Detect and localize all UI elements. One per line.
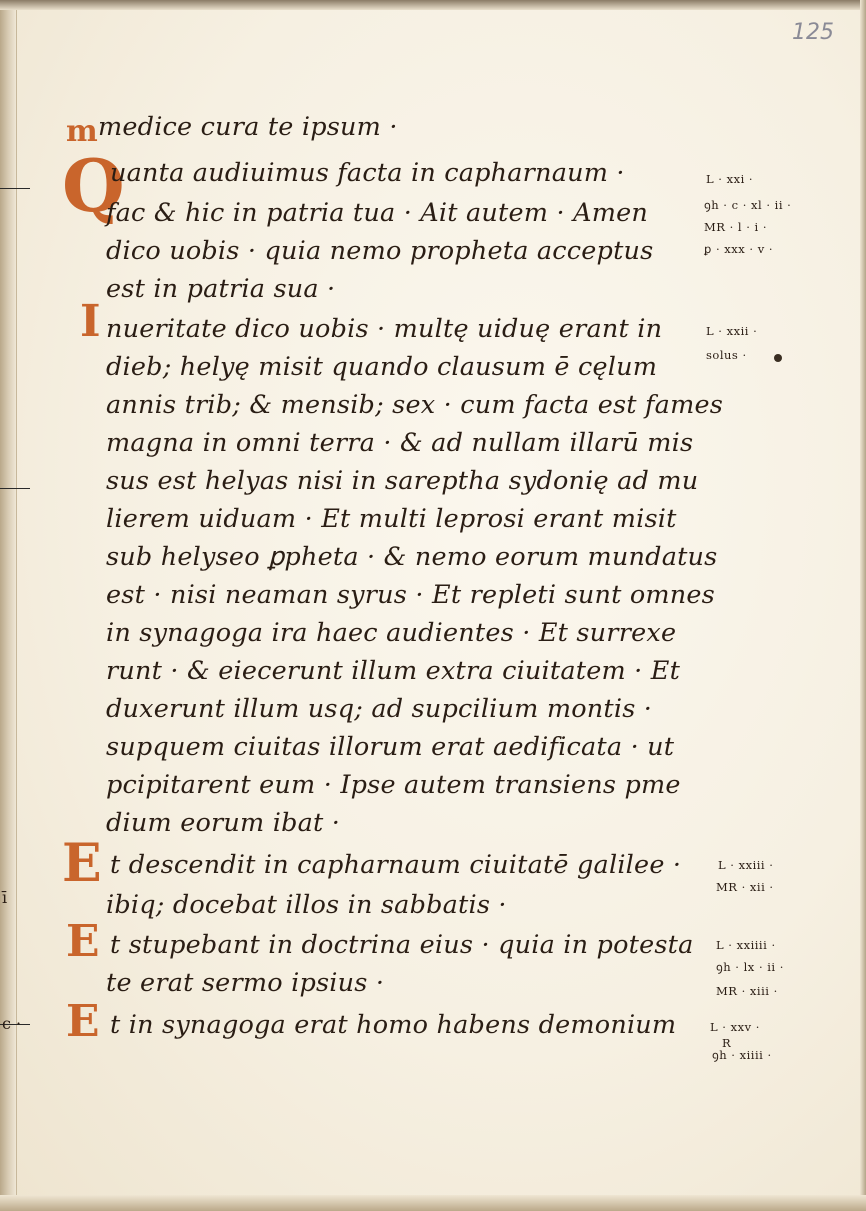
text-line: est · nisi neaman syrus · Et repleti sunt omnes: [106, 580, 715, 610]
edge-glyph: c ·: [2, 1014, 22, 1033]
text-line: dieb; helyę misit quando clausum ē cęlum: [106, 352, 658, 382]
text-line: medice cura te ipsum ·: [98, 112, 398, 142]
page-right-edge: [860, 0, 866, 1211]
text-line: te erat sermo ipsius ·: [106, 968, 385, 998]
margin-note: ꝯh · lx · ii ·: [716, 960, 784, 974]
text-line: nueritate dico uobis · multę uiduę erant in: [106, 314, 663, 344]
edge-tick: [0, 488, 30, 489]
initial-i: I: [80, 296, 101, 347]
folio-number: 125: [792, 20, 834, 45]
initial-q: Q: [62, 143, 125, 228]
initial-e-2: E: [66, 916, 100, 967]
text-line: sub helyseo ꝑpheta · & nemo eorum mundatus: [106, 542, 718, 572]
margin-note: ꝯh · c · xl · ii ·: [704, 198, 792, 212]
margin-note: L · xxiii ·: [718, 858, 774, 872]
text-line: duxerunt illum usq; ad supcilium montis ·: [106, 694, 653, 724]
initial-m: m: [66, 114, 98, 149]
text-line: supquem ciuitas illorum erat aedificata · ut: [106, 732, 675, 762]
text-line: pcipitarent eum · Ipse autem transiens pme: [106, 770, 681, 800]
text-line: dico uobis · quia nemo propheta acceptus: [106, 236, 654, 266]
margin-note: L · xxv ·: [710, 1020, 760, 1034]
margin-note: solus ·: [706, 348, 747, 362]
text-line: t descendit in capharnaum ciuitatē galilee ·: [110, 850, 682, 880]
text-line: in synagoga ira haec audientes · Et surrexe: [106, 618, 677, 648]
text-line: est in patria sua ·: [106, 274, 336, 304]
text-line: annis trib; & mensib; sex · cum facta est fames: [106, 390, 724, 420]
text-line: fac & hic in patria tua · Ait autem · Amen: [106, 198, 648, 228]
margin-note: MR · xiii ·: [716, 984, 778, 998]
margin-note: ꝑ · xxx · v ·: [704, 242, 773, 256]
edge-tick: [0, 188, 30, 189]
text-line: runt · & eiecerunt illum extra ciuitatem · Et: [106, 656, 681, 686]
text-line: t in synagoga erat homo habens demonium: [110, 1010, 677, 1040]
page-bottom-edge: [0, 1195, 866, 1211]
text-line: sus est helyas nisi in sareptha sydonię ad mu: [106, 466, 699, 496]
text-line: lierem uiduam · Et multi leprosi erant misit: [106, 504, 677, 534]
page-top-edge: [0, 0, 866, 10]
text-line: dium eorum ibat ·: [106, 808, 341, 838]
ink-stain: [774, 354, 782, 362]
initial-e-3: E: [66, 996, 100, 1047]
text-line: uanta audiuimus facta in capharnaum ·: [110, 158, 625, 188]
margin-note: MR · xii ·: [716, 880, 774, 894]
margin-note: MR · l · i ·: [704, 220, 768, 234]
margin-note: R: [722, 1036, 732, 1050]
text-line: magna in omni terra · & ad nullam illarū mis: [106, 428, 694, 458]
margin-note: L · xxiiii ·: [716, 938, 776, 952]
text-line: t stupebant in doctrina eius · quia in potesta: [110, 930, 694, 960]
margin-note: L · xxi ·: [706, 172, 754, 186]
text-line: ibiq; docebat illos in sabbatis ·: [106, 890, 507, 920]
margin-note: L · xxii ·: [706, 324, 758, 338]
edge-glyph: ī: [2, 888, 8, 907]
initial-e-1: E: [62, 833, 102, 894]
margin-note: ꝯh · xiiii ·: [712, 1048, 772, 1062]
